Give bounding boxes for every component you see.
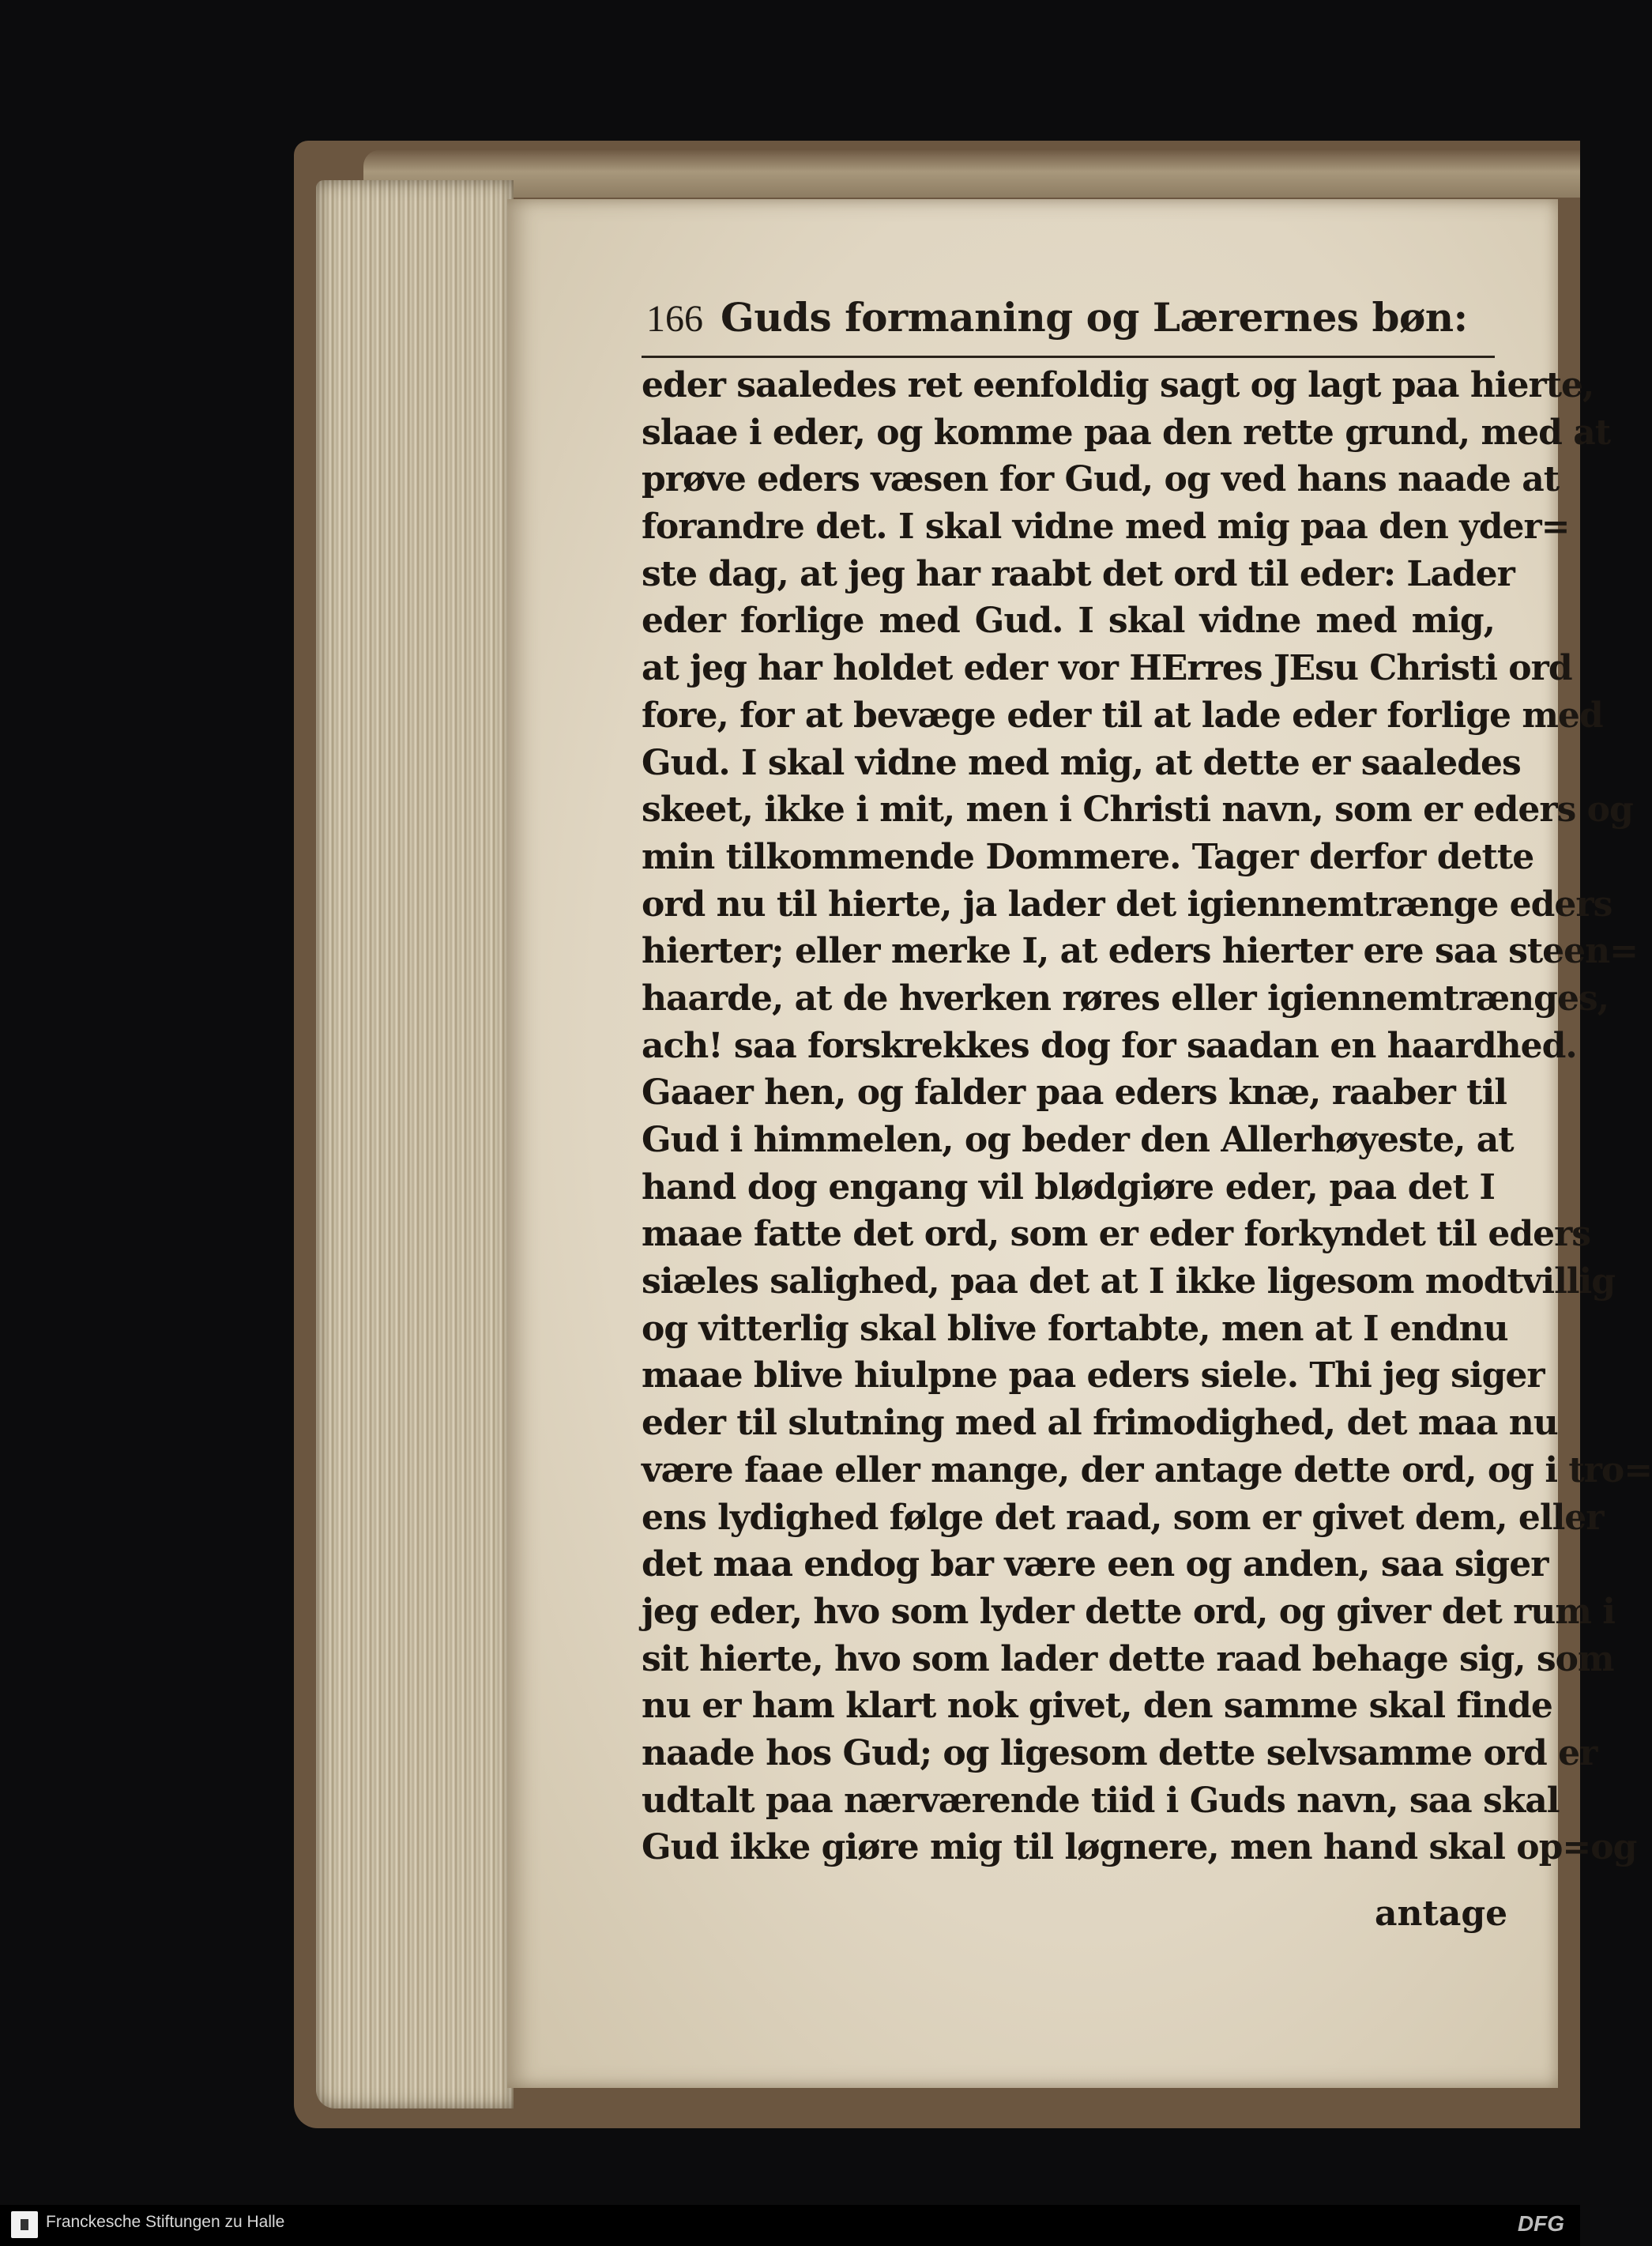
- text-line: ste dag, at jeg har raabt det ord til eder: Lader: [642, 553, 1515, 594]
- text-line: hand dog engang vil blødgiøre eder, paa det I: [642, 1166, 1495, 1208]
- text-line: og vitterlig skal blive fortabte, men at I endnu: [642, 1308, 1508, 1349]
- text-line: at jeg har holdet eder vor HErres JEsu Christi ord: [642, 648, 1572, 689]
- text-line: Gaaer hen, og falder paa eders knæ, raaber til: [642, 1072, 1507, 1114]
- text-line: maae blive hiulpne paa eders siele. Thi jeg siger: [642, 1355, 1545, 1396]
- text-line: det maa endog bar være een og anden, saa siger: [642, 1544, 1549, 1585]
- page-header: [646, 294, 1493, 357]
- text-line: eder saaledes ret eenfoldig sagt og lagt paa hierte,: [642, 365, 1594, 405]
- text-line: prøve eders væsen for Gud, og ved hans naade at: [642, 459, 1560, 500]
- text-line: min tilkommende Dommere. Tager derfor dette: [642, 836, 1534, 877]
- text-line: udtalt paa nærværende tiid i Guds navn, saa skal: [642, 1780, 1560, 1821]
- page-number: 166: [646, 298, 703, 340]
- text-line: være faae eller mange, der antage dette ord, og i tro=: [642, 1449, 1652, 1490]
- text-line: naade hos Gud; og ligesom dette selvsamme ord er: [642, 1732, 1597, 1773]
- institution-name: Franckesche Stiftungen zu Halle: [46, 2213, 285, 2231]
- text-line: ens lydighed følge det raad, som er givet dem, eller: [642, 1497, 1604, 1538]
- text-line: eder forlige med Gud. I skal vidne med mig,: [642, 601, 1495, 642]
- text-line: eder til slutning med al frimodighed, det maa nu: [642, 1403, 1558, 1444]
- text-line: haarde, at de hverken røres eller igiennemtrænges,: [642, 978, 1609, 1019]
- text-line: Gud ikke giøre mig til løgnere, men hand skal op=og: [642, 1827, 1637, 1868]
- text-line: jeg eder, hvo som lyder dette ord, og giver det rum i: [642, 1591, 1615, 1632]
- running-title: Guds formaning og Lærernes bøn:: [721, 294, 1468, 341]
- viewer-footer: [0, 2205, 1580, 2246]
- text-line: siæles salighed, paa det at I ikke ligesom modtvillig: [642, 1261, 1615, 1302]
- dfg-logo: DFG: [1517, 2211, 1564, 2236]
- text-line: Gud. I skal vidne med mig, at dette er saaledes: [642, 742, 1521, 783]
- header-rule: [642, 356, 1495, 358]
- page-stack-edge: [316, 180, 514, 2108]
- text-line: ord nu til hierte, ja lader det igiennemtrænge eders: [642, 884, 1612, 925]
- text-line: Gud i himmelen, og beder den Allerhøyeste, at: [642, 1120, 1514, 1160]
- text-line: sit hierte, hvo som lader dette raad behage sig, som: [642, 1638, 1614, 1679]
- institution-logo-icon: [11, 2211, 38, 2238]
- text-line: hierter; eller merke I, at eders hierter ere saa steen=: [642, 931, 1639, 972]
- text-line: maae fatte det ord, som er eder forkyndet til eders: [642, 1214, 1591, 1255]
- text-line: nu er ham klart nok givet, den samme skal finde: [642, 1686, 1552, 1727]
- text-line: slaae i eder, og komme paa den rette grund, med at: [642, 412, 1611, 453]
- text-line: ach! saa forskrekkes dog for saadan en haardhed.: [642, 1025, 1577, 1066]
- body-text: [642, 362, 1652, 1871]
- text-line: fore, for at bevæge eder til at lade eder forlige med: [642, 695, 1603, 736]
- book-top-edge: [363, 150, 1580, 198]
- catchword: antage: [1375, 1894, 1508, 1934]
- text-line: skeet, ikke i mit, men i Christi navn, som er eders og: [642, 789, 1633, 831]
- text-line: forandre det. I skal vidne med mig paa den yder=: [642, 507, 1570, 548]
